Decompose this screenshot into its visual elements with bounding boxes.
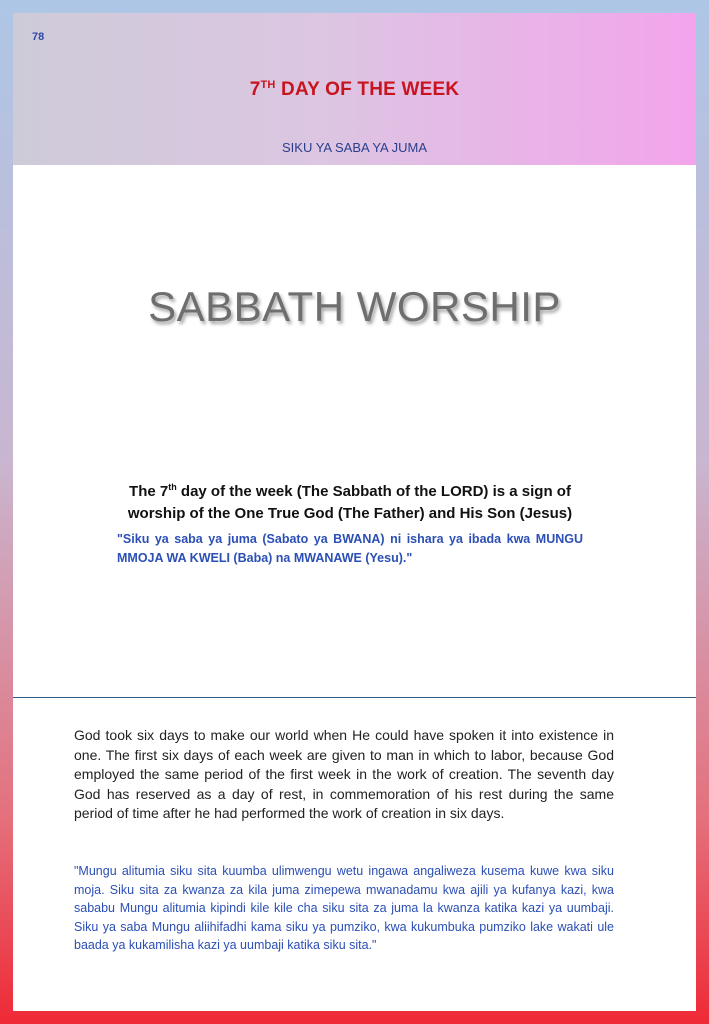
section-divider — [13, 697, 696, 698]
day-title-superscript: TH — [260, 79, 276, 91]
body-paragraph-english: God took six days to make our world when He could have spoken it into existence in one. The first six days of each week are given to man in which to labor, because God employed the same period of the first week in the work of creation. The seventh day God has reserved as a day of rest, in commemoration of his rest during the same period of time after he had performed the work of creation in six days. — [74, 727, 614, 821]
day-title-prefix: 7 — [249, 79, 261, 100]
sign-prefix: The 7 — [129, 483, 169, 500]
body-paragraph-swahili: "Mungu alitumia siku sita kuumba ulimwengu wetu ingawa angaliweza kusema kuwe kwa siku moja. Siku sita za kwanza za kila juma zimepewa mwanadamu kwa ajili ya kufanya kazi, kwa sababu Mungu alitumia kipindi kile kile cha siku sita za juma la kwanza katika kazi ya uumbaji. Siku ya saba Mungu aliihifadhi kama siku ya pumziko, kwa kukumbuka pumziko lake wakati ule baada ya kukamilisha kazi ya uumbaji katika siku sita." — [74, 864, 614, 952]
main-title: SABBATH WORSHIP — [148, 283, 561, 330]
page-header — [13, 13, 696, 165]
sign-statement-english — [105, 476, 595, 525]
document-page — [13, 13, 696, 1011]
page-number: 78 — [32, 31, 45, 43]
day-title-rest: DAY OF THE WEEK — [275, 79, 460, 100]
sign-statement-swahili: "Siku ya saba ya juma (Sabato ya BWANA) ni ishara ya ibada kwa MUNGU MMOJA WA KWELI (Baba) na MWANAWE (Yesu)." — [117, 532, 583, 565]
day-title-swahili: SIKU YA SABA YA JUMA — [282, 140, 427, 155]
day-title — [13, 79, 696, 101]
sign-rest: day of the week (The Sabbath of the LORD) is a sign of worship of the One True God (The Father) and His Son (Jesus) — [127, 483, 573, 522]
sign-superscript: th — [168, 482, 177, 492]
